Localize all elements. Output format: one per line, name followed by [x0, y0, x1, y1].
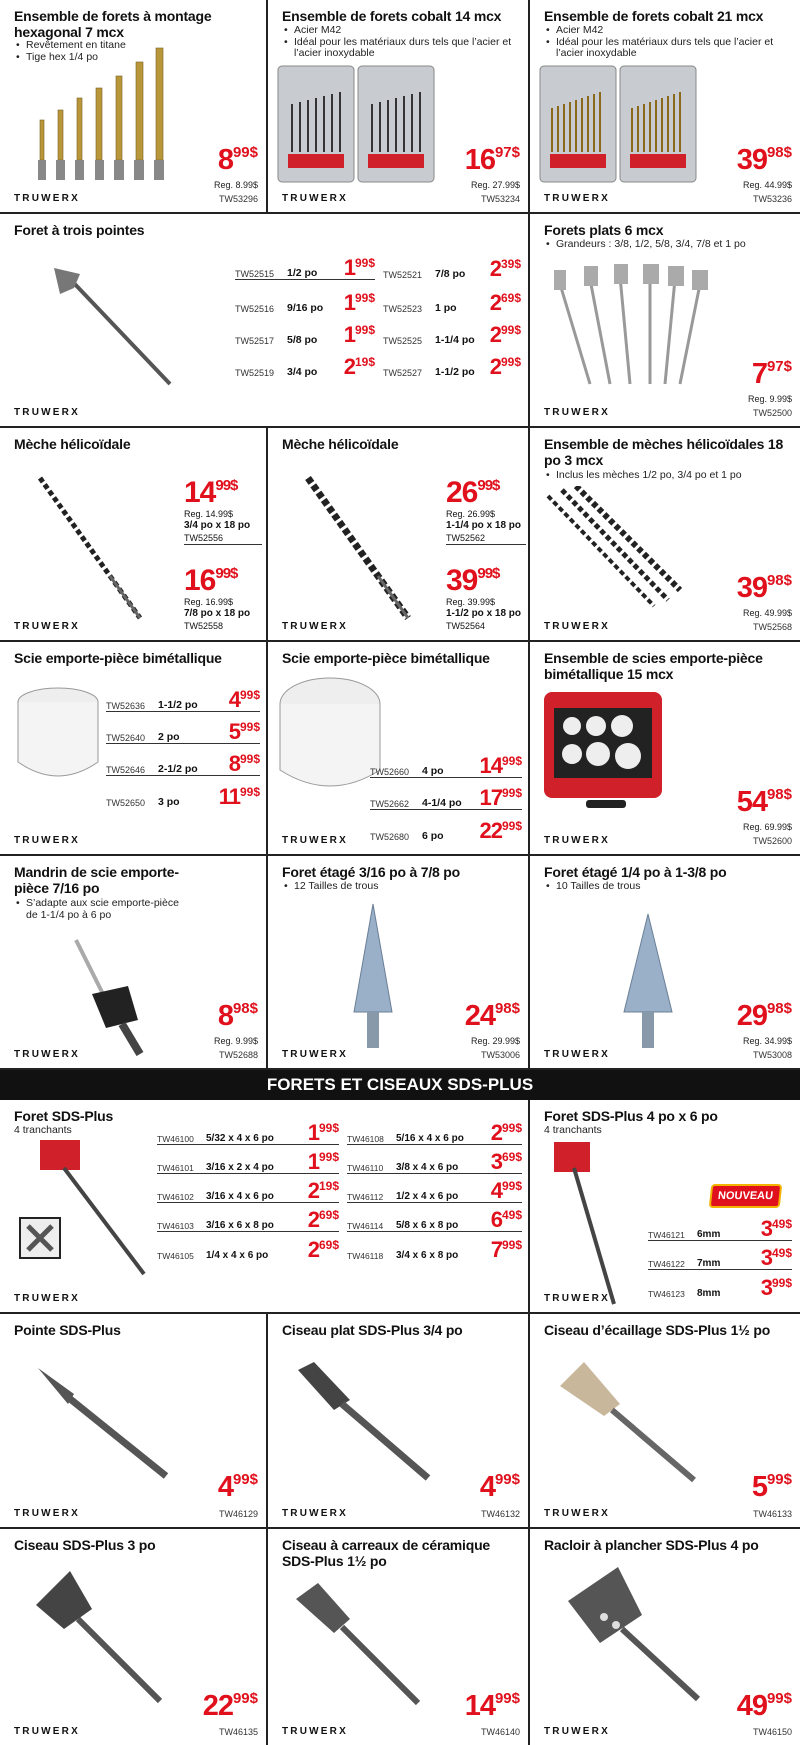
spade-bits-image — [550, 264, 710, 394]
product-title: Ensemble de scies emporte-pièce bimétallique 15 mcx — [544, 650, 763, 682]
size-row: TW46108 5/16 x 4 x 6 po $2^{99\$}$ — [347, 1120, 522, 1145]
size-row: TW46112 1/2 x 4 x 6 po $4^{99\$}$ — [347, 1178, 522, 1203]
brand-logo: TRUWERX — [544, 407, 610, 418]
product-card-auger-set[interactable] — [530, 428, 800, 642]
auger-bits-image — [544, 486, 684, 616]
product-title: Ciseau SDS-Plus 3 po — [14, 1537, 156, 1553]
brand-logo: TRUWERX — [282, 621, 348, 632]
brand-logo: TRUWERX — [14, 193, 80, 204]
product-title: Ensemble de forets cobalt 21 mcx — [544, 8, 764, 24]
hex-drill-bit-set-image — [20, 40, 170, 190]
regular-price: Reg. 44.99$ — [742, 180, 792, 190]
brand-logo: TRUWERX — [544, 1726, 610, 1737]
product-subtitle: 4 tranchants — [14, 1124, 72, 1136]
product-title: Ciseau plat SDS-Plus 3/4 po — [282, 1322, 463, 1338]
price: $24^{98\$}$ — [464, 1000, 520, 1032]
size-row: TW46121 6mm $3^{49\$}$ — [648, 1216, 792, 1241]
size-row: TW52517 5/8 po $1^{99\$}$ — [235, 322, 375, 347]
brand-logo: TRUWERX — [282, 835, 348, 846]
bullets — [544, 881, 640, 893]
size-row: TW46118 3/4 x 6 x 8 po $7^{99\$}$ — [347, 1237, 522, 1262]
product-card-hole-saw-2[interactable] — [268, 642, 530, 856]
price: $29^{98\$}$ — [736, 1000, 792, 1032]
price: $16^{97\$}$ — [464, 144, 520, 176]
section-banner: FORETS ET CISEAUX SDS-PLUS — [0, 1070, 800, 1100]
sku: TW53236 — [752, 194, 792, 204]
size-row: TW52650 3 po $11^{99\$}$ — [106, 784, 260, 809]
regular-price: Reg. 69.99$ — [742, 822, 792, 832]
size-row: TW52527 1-1/2 po $2^{99\$}$ — [383, 354, 521, 379]
flat-chisel-image — [294, 1360, 434, 1484]
product-card-arbor[interactable] — [0, 856, 268, 1070]
brand-logo: TRUWERX — [282, 1508, 348, 1519]
regular-price: Reg. 29.99$ — [470, 1036, 520, 1046]
three-point-bit-image — [40, 254, 180, 394]
sku: TW53296 — [218, 194, 258, 204]
wide-chisel-image — [34, 1569, 164, 1705]
brand-logo: TRUWERX — [544, 1049, 610, 1060]
bullet: • 10 Tailles de trous — [544, 881, 640, 893]
product-title: Scie emporte-pièce bimétallique — [14, 650, 222, 666]
brand-logo: TRUWERX — [14, 1049, 80, 1060]
tile-chisel-image — [294, 1579, 424, 1709]
price: $14^{99\$}$ — [464, 1690, 520, 1722]
size-row: TW46102 3/16 x 4 x 6 po $2^{19\$}$ — [157, 1178, 339, 1203]
product-card-sds-drill-4x6[interactable] — [530, 1100, 800, 1314]
bullet: • Inclus les mèches 1/2 po, 3/4 po et 1 po — [544, 470, 742, 482]
price: $54^{98\$}$ — [736, 786, 792, 818]
brand-logo: TRUWERX — [14, 621, 80, 632]
product-title: Mèche hélicoïdale — [14, 436, 131, 452]
pointed-chisel-image — [34, 1364, 174, 1484]
price: $4^{99\$}$ — [479, 1471, 520, 1503]
sku: TW52568 — [752, 622, 792, 632]
brand-logo: TRUWERX — [14, 1293, 80, 1304]
product-card-hole-saw-1[interactable] — [0, 642, 268, 856]
sds-drill-image — [14, 1138, 154, 1278]
sku: TW52688 — [218, 1050, 258, 1060]
brand-logo: TRUWERX — [544, 1293, 610, 1304]
price: $5^{99\$}$ — [751, 1471, 792, 1503]
price: $39^{98\$}$ — [736, 144, 792, 176]
size-row: TW52680 6 po $22^{99\$}$ — [370, 818, 522, 843]
product-card-hex-drill-set[interactable] — [0, 0, 268, 214]
hole-saw-kit-image — [540, 686, 670, 816]
bullets — [544, 239, 746, 251]
sku: TW46132 — [480, 1509, 520, 1519]
product-title: Mèche hélicoïdale — [282, 436, 399, 452]
sku: TW46150 — [752, 1727, 792, 1737]
product-card-cobalt-14[interactable] — [268, 0, 530, 214]
brand-logo: TRUWERX — [544, 621, 610, 632]
product-card-auger-bit-1[interactable] — [0, 428, 268, 642]
auger-bit-image — [30, 468, 150, 628]
bullets — [544, 25, 774, 60]
product-title: Scie emporte-pièce bimétallique — [282, 650, 490, 666]
product-title: Foret SDS-Plus 4 po x 6 po — [544, 1108, 718, 1124]
size-row: TW52515 1/2 po $1^{99\$}$ — [235, 252, 375, 280]
size-row: TW46122 7mm $3^{49\$}$ — [648, 1245, 792, 1270]
bullets — [544, 470, 742, 482]
size-row: TW52519 3/4 po $2^{19\$}$ — [235, 354, 375, 379]
product-card-scaling-chisel[interactable] — [530, 1314, 800, 1529]
hole-saw-image — [12, 682, 104, 792]
price: $22^{99\$}$ — [202, 1690, 258, 1722]
variant-1: $26^{99\$}$ Reg. 26.99$ 1-1/4 po x 18 po TW52562 — [446, 478, 526, 545]
product-title: Foret SDS-Plus — [14, 1108, 114, 1124]
bullet: • Acier M42 — [282, 25, 512, 37]
sku: TW52600 — [752, 836, 792, 846]
product-card-pointed-chisel[interactable] — [0, 1314, 268, 1529]
product-card-step-bit-1[interactable] — [268, 856, 530, 1070]
product-title: Forets plats 6 mcx — [544, 222, 664, 238]
cobalt-drill-case-image — [276, 64, 436, 184]
brand-logo: TRUWERX — [14, 407, 80, 418]
product-subtitle: 4 tranchants — [544, 1124, 602, 1136]
price: $49^{99\$}$ — [736, 1690, 792, 1722]
product-card-tile-chisel[interactable] — [268, 1529, 530, 1745]
sku: TW46129 — [218, 1509, 258, 1519]
brand-logo: TRUWERX — [14, 835, 80, 846]
bullets — [282, 25, 512, 60]
product-title: Pointe SDS-Plus — [14, 1322, 121, 1338]
product-title: Ensemble de forets cobalt 14 mcx — [282, 8, 502, 24]
brand-logo: TRUWERX — [282, 193, 348, 204]
brand-logo: TRUWERX — [14, 1508, 80, 1519]
size-row: TW46103 3/16 x 6 x 8 po $2^{69\$}$ — [157, 1207, 339, 1232]
product-card-wide-chisel[interactable] — [0, 1529, 268, 1745]
size-row: TW46100 5/32 x 4 x 6 po $1^{99\$}$ — [157, 1120, 339, 1145]
brand-logo: TRUWERX — [544, 835, 610, 846]
bullets — [282, 881, 378, 893]
arbor-image — [56, 936, 156, 1056]
step-bit-image — [620, 912, 676, 1052]
variant-2: $16^{99\$}$ Reg. 16.99$ 7/8 po x 18 po TW52558 — [184, 564, 251, 631]
sku: TW46140 — [480, 1727, 520, 1737]
sku: TW53006 — [480, 1050, 520, 1060]
auger-bit-image — [298, 468, 418, 628]
product-card-step-bit-2[interactable] — [530, 856, 800, 1070]
bullet: • Tige hex 1/4 po — [14, 52, 126, 64]
product-card-flat-chisel[interactable] — [268, 1314, 530, 1529]
variant-2: $39^{99\$}$ Reg. 39.99$ 1-1/2 po x 18 po TW52564 — [446, 564, 522, 631]
bullet: • S’adapte aux scie emporte-pièce de 1-1/4 po à 6 po — [14, 898, 184, 921]
product-title: Foret à trois pointes — [14, 222, 145, 238]
brand-logo: TRUWERX — [544, 1508, 610, 1519]
product-title: Ciseau d’écaillage SDS-Plus 1½ po — [544, 1322, 771, 1338]
bullet: • Idéal pour les matériaux durs tels que l’acier et l’acier inoxydable — [282, 37, 512, 60]
size-row: TW46101 3/16 x 2 x 4 po $1^{99\$}$ — [157, 1149, 339, 1174]
size-row: TW46123 8mm $3^{99\$}$ — [648, 1275, 792, 1300]
product-title: Foret étagé 1/4 po à 1-3/8 po — [544, 864, 727, 880]
product-title: Mandrin de scie emporte-pièce 7/16 po — [14, 864, 179, 896]
regular-price: Reg. 9.99$ — [747, 394, 792, 404]
product-card-auger-bit-2[interactable] — [268, 428, 530, 642]
size-row: TW52521 7/8 po $2^{39\$}$ — [383, 256, 521, 281]
size-row: TW52646 2-1/2 po $8^{99\$}$ — [106, 748, 260, 776]
product-card-floor-scraper[interactable] — [530, 1529, 800, 1745]
regular-price: Reg. 9.99$ — [213, 1036, 258, 1046]
regular-price: Reg. 49.99$ — [742, 608, 792, 618]
brand-logo: TRUWERX — [14, 1726, 80, 1737]
bullet: • 12 Tailles de trous — [282, 881, 378, 893]
price: $7^{97\$}$ — [751, 358, 792, 390]
product-card-hole-saw-kit[interactable] — [530, 642, 800, 856]
size-row: TW52516 9/16 po $1^{99\$}$ — [235, 290, 375, 315]
brand-logo: TRUWERX — [282, 1726, 348, 1737]
product-card-three-point-bit[interactable] — [0, 214, 530, 428]
sds-drill-image — [544, 1138, 634, 1308]
step-bit-image — [348, 902, 398, 1052]
bullets — [14, 898, 184, 921]
product-title: Foret étagé 3/16 po à 7/8 po — [282, 864, 461, 880]
variant-1: $14^{99\$}$ Reg. 14.99$ 3/4 po x 18 po TW52556 — [184, 478, 262, 545]
size-row: TW46110 3/8 x 4 x 6 po $3^{69\$}$ — [347, 1149, 522, 1174]
size-row: TW52525 1-1/4 po $2^{99\$}$ — [383, 322, 521, 347]
size-row: TW46105 1/4 x 4 x 6 po $2^{69\$}$ — [157, 1237, 339, 1262]
bullet: • Revêtement en titane — [14, 40, 126, 52]
price: $8^{98\$}$ — [217, 1000, 258, 1032]
sku: TW53234 — [480, 194, 520, 204]
sku: TW46135 — [218, 1727, 258, 1737]
price: $4^{99\$}$ — [217, 1471, 258, 1503]
price: $39^{98\$}$ — [736, 572, 792, 604]
regular-price: Reg. 27.99$ — [470, 180, 520, 190]
bullet: • Grandeurs : 3/8, 1/2, 5/8, 3/4, 7/8 et 1 po — [544, 239, 746, 251]
scaling-chisel-image — [558, 1360, 698, 1484]
brand-logo: TRUWERX — [544, 193, 610, 204]
size-row: TW52640 2 po $5^{99\$}$ — [106, 716, 260, 744]
size-row: TW52662 4-1/4 po $17^{99\$}$ — [370, 782, 522, 810]
sku: TW52500 — [752, 408, 792, 418]
regular-price: Reg. 34.99$ — [742, 1036, 792, 1046]
product-title: Ciseau à carreaux de céramique SDS-Plus 1½ po — [282, 1537, 491, 1569]
product-title: Ensemble de mèches hélicoïdales 18 po 3 mcx — [544, 436, 784, 468]
regular-price: Reg. 8.99$ — [213, 180, 258, 190]
size-row: TW52523 1 po $2^{69\$}$ — [383, 290, 521, 315]
sku: TW53008 — [752, 1050, 792, 1060]
price: $8^{99\$}$ — [217, 144, 258, 176]
floor-scraper-image — [566, 1565, 706, 1705]
brand-logo: TRUWERX — [282, 1049, 348, 1060]
product-card-cobalt-21[interactable] — [530, 0, 800, 214]
bullet: • Acier M42 — [544, 25, 774, 37]
size-row: TW52636 1-1/2 po $4^{99\$}$ — [106, 684, 260, 712]
size-row: TW52660 4 po $14^{99\$}$ — [370, 750, 522, 778]
product-title: Racloir à plancher SDS-Plus 4 po — [544, 1537, 759, 1553]
size-row: TW46114 5/8 x 6 x 8 po $6^{49\$}$ — [347, 1207, 522, 1232]
product-title: Ensemble de forets à montage hexagonal 7 mcx — [14, 8, 212, 40]
product-card-sds-drill[interactable] — [0, 1100, 530, 1314]
cobalt-drill-case-image — [538, 64, 698, 184]
product-card-spade-bits[interactable] — [530, 214, 800, 428]
sku: TW46133 — [752, 1509, 792, 1519]
bullet: • Idéal pour les matériaux durs tels que l’acier et l’acier inoxydable — [544, 37, 774, 60]
new-badge: NOUVEAU — [709, 1184, 783, 1208]
